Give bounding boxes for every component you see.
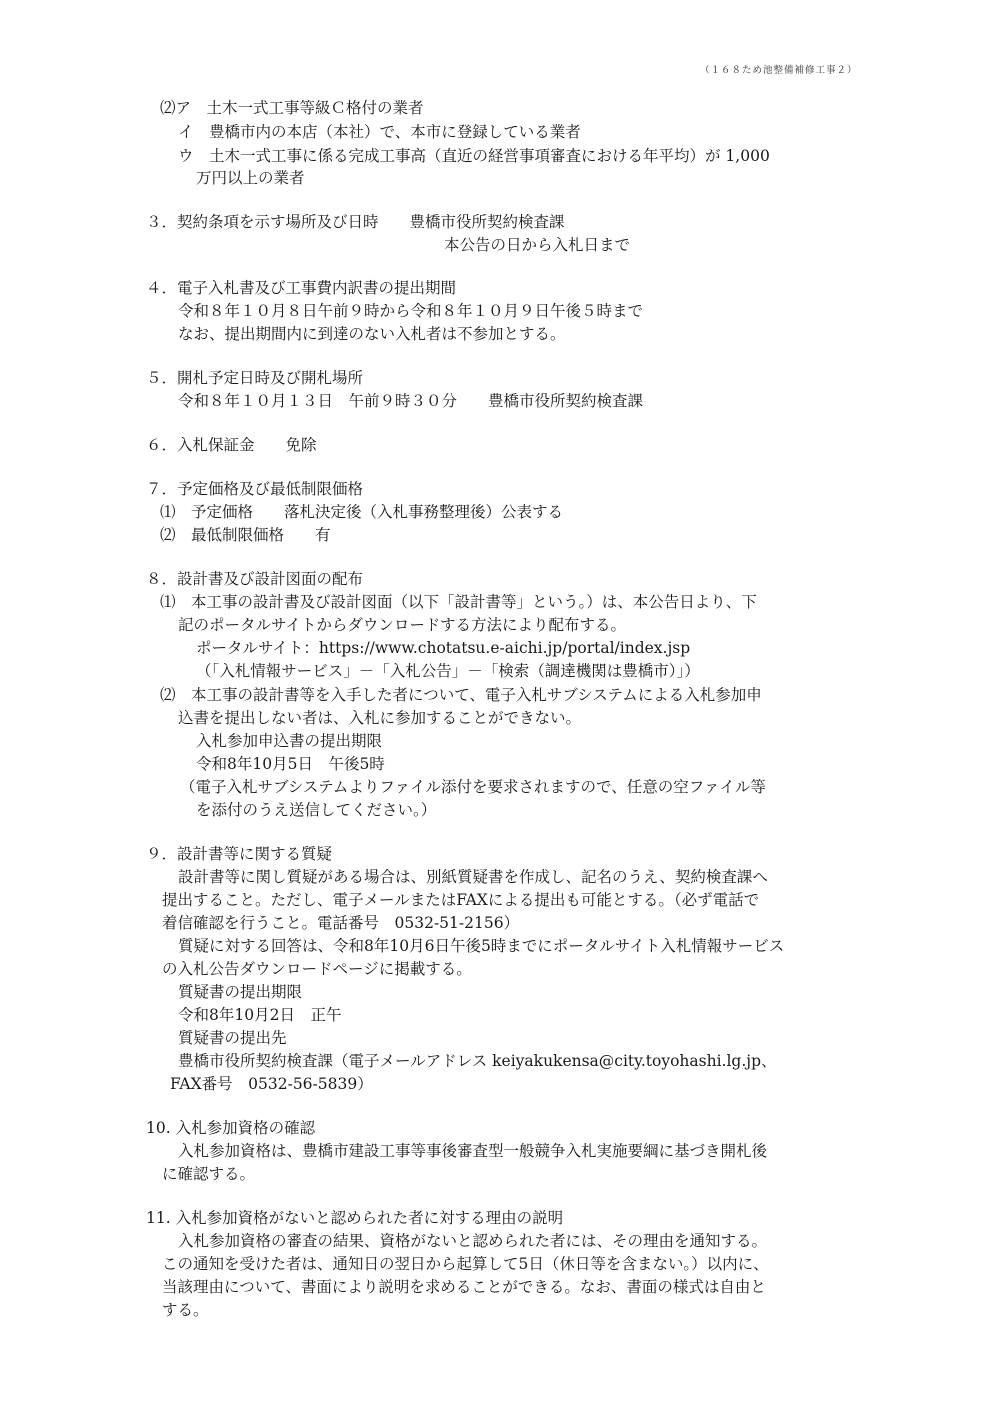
section-7-heading: ７．予定価格及び最低制限価格 <box>146 480 364 498</box>
section-9-para-1-cont-a: 提出すること。ただし、電子メールまたはFAXによる提出も可能とする。（必ず電話で <box>162 891 760 909</box>
section-9-para-1-cont-b: 着信確認を行うこと。電話番号 0532-51-2156） <box>162 914 520 932</box>
section-5-heading: ５．開札予定日時及び開札場所 <box>146 369 364 387</box>
qualification-line-u: ウ 土木一式工事に係る完成工事高（直近の経営事項審査における年平均）が 1,000 <box>178 147 770 165</box>
section-3-period: 本公告の日から入札日まで <box>444 236 631 254</box>
section-9-para-2-cont: の入札公告ダウンロードページに掲載する。 <box>162 960 472 978</box>
section-8-item-1-cont: 記のポータルサイトからダウンロードする方法により配布する。 <box>178 616 626 634</box>
question-destination-email: 豊橋市役所契約検査課（電子メールアドレス keiyakukensa@city.toyohashi.lg.jp、 <box>178 1052 777 1070</box>
question-destination-label: 質疑書の提出先 <box>178 1029 287 1047</box>
section-11-para-cont-a: この通知を受けた者は、通知日の翌日から起算して5日（休日等を含まない。）以内に、 <box>162 1255 769 1273</box>
attachment-note: （電子入札サブシステムよりファイル添付を要求されますので、任意の空ファイル等 <box>180 778 766 796</box>
section-8-heading: ８．設計書及び設計図面の配布 <box>146 570 364 588</box>
portal-site-path: （「入札情報サービス」－「入札公告」－「検索（調達機関は豊橋市）」） <box>196 662 700 680</box>
section-4-period: 令和８年１０月８日午前９時から令和８年１０月９日午後５時まで <box>178 302 644 320</box>
attachment-note-cont: を添付のうえ送信してください。） <box>196 801 437 819</box>
qualification-line-u-cont: 万円以上の業者 <box>196 169 305 187</box>
section-4-note: なお、提出期間内に到達のない入札者は不参加とする。 <box>178 325 566 343</box>
section-8-item-1: ⑴ 本工事の設計書及び設計図面（以下「設計書等」という。）は、本公告日より、下 <box>160 593 757 611</box>
question-deadline-date: 令和8年10月2日 正午 <box>178 1006 342 1024</box>
section-6-heading: ６．入札保証金 免除 <box>146 436 317 454</box>
section-5-datetime: 令和８年１０月１３日 午前９時３０分 豊橋市役所契約検査課 <box>178 392 644 410</box>
qualification-line-i: イ 豊橋市内の本店（本社）で、本市に登録している業者 <box>178 123 581 141</box>
section-11-para-cont-c: する。 <box>162 1301 209 1319</box>
section-3-heading: ３．契約条項を示す場所及び日時 豊橋市役所契約検査課 <box>146 213 565 231</box>
section-7-item-1: ⑴ 予定価格 落札決定後（入札事務整理後）公表する <box>160 503 564 521</box>
application-deadline-label: 入札参加申込書の提出期限 <box>196 732 383 750</box>
application-deadline-date: 令和8年10月5日 午後5時 <box>196 755 385 773</box>
section-9-para-1: 設計書等に関し質疑がある場合は、別紙質疑書を作成し、記名のうえ、契約検査課へ <box>178 868 768 886</box>
section-7-item-2: ⑵ 最低制限価格 有 <box>160 526 331 544</box>
section-10-para: 入札参加資格は、豊橋市建設工事等事後審査型一般競争入札実施要綱に基づき開札後 <box>178 1142 768 1160</box>
section-8-item-2: ⑵ 本工事の設計書等を入手した者について、電子入札サブシステムによる入札参加申 <box>160 686 762 704</box>
question-destination-fax: FAX番号 0532-56-5839） <box>170 1075 373 1093</box>
document-header: （１６８ため池整備補修工事２） <box>700 65 858 76</box>
section-11-para: 入札参加資格の審査の結果、資格がないと認められた者には、その理由を通知する。 <box>178 1232 768 1250</box>
section-11-para-cont-b: 当該理由について、書面により説明を求めることができる。なお、書面の様式は自由と <box>162 1278 766 1296</box>
section-10-para-cont: に確認する。 <box>162 1165 256 1183</box>
section-11-heading: 11. 入札参加資格がないと認められた者に対する理由の説明 <box>146 1209 564 1227</box>
section-10-heading: 10. 入札参加資格の確認 <box>146 1119 316 1137</box>
section-9-para-2: 質疑に対する回答は、令和8年10月6日午後5時までにポータルサイト入札情報サービス <box>178 937 785 955</box>
portal-site-url: ポータルサイト：https://www.chotatsu.e-aichi.jp/portal/index.jsp <box>196 639 691 657</box>
qualification-line-a: ⑵ア 土木一式工事等級Ｃ格付の業者 <box>160 99 424 117</box>
section-8-item-2-cont: 込書を提出しない者は、入札に参加することができない。 <box>178 709 582 727</box>
section-4-heading: ４．電子入札書及び工事費内訳書の提出期間 <box>146 279 457 297</box>
section-9-heading: ９．設計書等に関する質疑 <box>146 845 333 863</box>
question-deadline-label: 質疑書の提出期限 <box>178 983 303 1001</box>
